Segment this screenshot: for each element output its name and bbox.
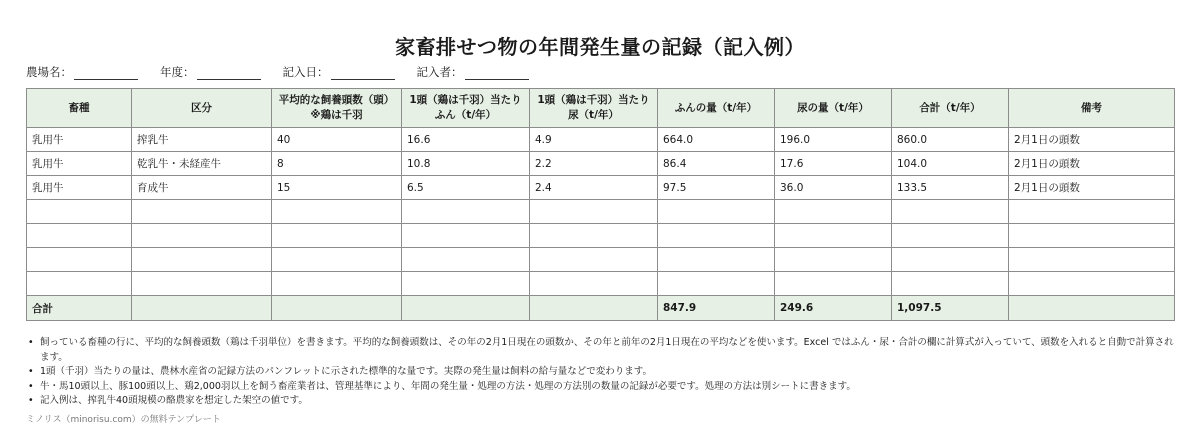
- table-cell[interactable]: [775, 248, 892, 272]
- table-cell[interactable]: 乳用牛: [27, 176, 132, 200]
- column-header-line: 畜種: [68, 101, 90, 114]
- column-header-line: 1頭（鶏は千羽）当たり: [537, 94, 650, 106]
- table-cell[interactable]: [1009, 272, 1175, 296]
- table-cell[interactable]: [272, 272, 402, 296]
- total-cell: 249.6: [775, 296, 892, 321]
- recorder-label: 記入者：: [416, 65, 463, 79]
- table-cell[interactable]: [658, 248, 775, 272]
- table-cell[interactable]: [272, 248, 402, 272]
- table-cell[interactable]: [892, 200, 1009, 224]
- table-cell[interactable]: 36.0: [775, 176, 892, 200]
- table-row: [27, 248, 1175, 272]
- table-cell[interactable]: 664.0: [658, 128, 775, 152]
- table-row: [27, 176, 1175, 200]
- table-cell[interactable]: [658, 200, 775, 224]
- table-cell[interactable]: [775, 224, 892, 248]
- column-header-line: 1頭（鶏は千羽）当たり: [409, 94, 522, 106]
- table-cell[interactable]: [272, 224, 402, 248]
- manure-record-table: [26, 88, 1175, 321]
- total-cell: [1009, 296, 1175, 321]
- column-header: [775, 89, 892, 128]
- table-cell[interactable]: [132, 200, 272, 224]
- table-cell[interactable]: [402, 248, 530, 272]
- table-cell[interactable]: 2月1日の頭数: [1009, 128, 1175, 152]
- column-header: [530, 89, 658, 128]
- table-cell[interactable]: [1009, 224, 1175, 248]
- table-cell[interactable]: 乳用牛: [27, 152, 132, 176]
- column-header-line: ふんの量（t/年）: [674, 101, 758, 114]
- column-header-line: ※鶏は千羽: [310, 109, 363, 121]
- total-cell: [530, 296, 658, 321]
- table-cell[interactable]: 15: [272, 176, 402, 200]
- year-field[interactable]: [160, 64, 261, 80]
- total-cell: [402, 296, 530, 321]
- table-cell[interactable]: [658, 272, 775, 296]
- note-item: • 記入例は、搾乳牛40頭規模の酪農家を想定した架空の値です。: [26, 394, 1176, 409]
- farm-name-field[interactable]: [26, 64, 138, 80]
- table-cell[interactable]: 17.6: [775, 152, 892, 176]
- record-meta-fields: [26, 64, 551, 80]
- total-cell: 1,097.5: [892, 296, 1009, 321]
- table-row: [27, 224, 1175, 248]
- notes-list: [26, 336, 1176, 409]
- table-cell[interactable]: 97.5: [658, 176, 775, 200]
- column-header: [132, 89, 272, 128]
- table-cell[interactable]: [530, 248, 658, 272]
- table-cell[interactable]: 8: [272, 152, 402, 176]
- table-cell[interactable]: 2月1日の頭数: [1009, 176, 1175, 200]
- total-row: [27, 296, 1175, 321]
- entry-date-line[interactable]: [331, 67, 395, 80]
- table-cell[interactable]: [892, 272, 1009, 296]
- table-cell[interactable]: 104.0: [892, 152, 1009, 176]
- table-cell[interactable]: [775, 200, 892, 224]
- table-cell[interactable]: 196.0: [775, 128, 892, 152]
- table-cell[interactable]: [892, 248, 1009, 272]
- column-header: [272, 89, 402, 128]
- column-header: [658, 89, 775, 128]
- column-header: [27, 89, 132, 128]
- column-header: [1009, 89, 1175, 128]
- table-cell[interactable]: [530, 272, 658, 296]
- entry-date-field[interactable]: [283, 64, 395, 80]
- table-cell[interactable]: 40: [272, 128, 402, 152]
- table-cell[interactable]: [402, 272, 530, 296]
- column-header-line: 合計（t/年）: [919, 101, 981, 114]
- table-cell[interactable]: [775, 272, 892, 296]
- table-cell[interactable]: [530, 224, 658, 248]
- recorder-field[interactable]: [417, 64, 529, 80]
- table-row: [27, 200, 1175, 224]
- table-cell[interactable]: [892, 224, 1009, 248]
- recorder-line[interactable]: [465, 67, 529, 80]
- table-cell[interactable]: [1009, 248, 1175, 272]
- table-row: [27, 272, 1175, 296]
- header-row: [27, 89, 1175, 128]
- table-cell[interactable]: 16.6: [402, 128, 530, 152]
- total-cell: 847.9: [658, 296, 775, 321]
- table-cell[interactable]: [27, 224, 132, 248]
- table-cell[interactable]: [132, 224, 272, 248]
- column-header-line: 備考: [1081, 101, 1102, 114]
- farm-name-label: 農場名：: [26, 65, 72, 79]
- total-cell: [272, 296, 402, 321]
- table-cell[interactable]: 乳用牛: [27, 128, 132, 152]
- table-cell[interactable]: 搾乳牛: [132, 128, 272, 152]
- table-cell[interactable]: [1009, 200, 1175, 224]
- table-cell[interactable]: 10.8: [402, 152, 530, 176]
- table-cell[interactable]: [27, 248, 132, 272]
- note-item: • 牛・馬10頭以上、豚100頭以上、鶏2,000羽以上を飼う畜産業者は、管理基準により、年間の発生量・処理の方法・処理の方法別の数量の記録が必要です。処理の方法は別シートに書きます。: [26, 380, 1176, 395]
- column-header-line: ふん（t/年）: [434, 109, 497, 121]
- table-row: [27, 128, 1175, 152]
- farm-name-line[interactable]: [74, 67, 138, 80]
- note-item: • 1頭（千羽）当たりの量は、農林水産省の記録方法のパンフレットに示された標準的な量です。実際の発生量は飼料の給与量などで変わります。: [26, 365, 1176, 380]
- table-cell[interactable]: [27, 272, 132, 296]
- year-line[interactable]: [197, 67, 261, 80]
- table-cell[interactable]: [132, 248, 272, 272]
- table-cell[interactable]: [27, 200, 132, 224]
- table-cell[interactable]: [132, 272, 272, 296]
- table-cell[interactable]: 2.2: [530, 152, 658, 176]
- table-cell[interactable]: 乾乳牛・未経産牛: [132, 152, 272, 176]
- total-cell: 合計: [27, 296, 132, 321]
- table-cell[interactable]: [402, 224, 530, 248]
- table-body: [27, 128, 1175, 321]
- total-cell: [132, 296, 272, 321]
- column-header-line: 尿（t/年）: [568, 109, 619, 121]
- table-cell[interactable]: [658, 224, 775, 248]
- template-credit: ミノリス（minorisu.com）の無料テンプレート: [26, 415, 221, 425]
- table-cell[interactable]: 860.0: [892, 128, 1009, 152]
- table-cell[interactable]: 2月1日の頭数: [1009, 152, 1175, 176]
- table-cell[interactable]: 2.4: [530, 176, 658, 200]
- column-header-line: 平均的な飼養頭数（頭）: [278, 94, 395, 106]
- table-cell[interactable]: [272, 200, 402, 224]
- table-cell[interactable]: 86.4: [658, 152, 775, 176]
- note-item: • 飼っている畜種の行に、平均的な飼養頭数（鶏は千羽単位）を書きます。平均的な飼養頭数は、その年の2月1日現在の頭数か、その年と前年の2月1日現在の平均などを使います。Excel ではふん・尿・合計の欄に計算式が入っていて、頭数を入れると自動で計算されます。: [26, 336, 1176, 365]
- table-cell[interactable]: 育成牛: [132, 176, 272, 200]
- page-title: 家畜排せつ物の年間発生量の記録（記入例）: [395, 35, 805, 59]
- table-cell[interactable]: [402, 200, 530, 224]
- table-cell[interactable]: [530, 200, 658, 224]
- table-cell[interactable]: 6.5: [402, 176, 530, 200]
- table-cell[interactable]: 133.5: [892, 176, 1009, 200]
- column-header: [402, 89, 530, 128]
- entry-date-label: 記入日：: [282, 65, 329, 79]
- column-header-line: 区分: [191, 101, 212, 114]
- column-header: [892, 89, 1009, 128]
- table-cell[interactable]: 4.9: [530, 128, 658, 152]
- year-label: 年度：: [160, 65, 195, 79]
- table-row: [27, 152, 1175, 176]
- column-header-line: 尿の量（t/年）: [797, 101, 869, 114]
